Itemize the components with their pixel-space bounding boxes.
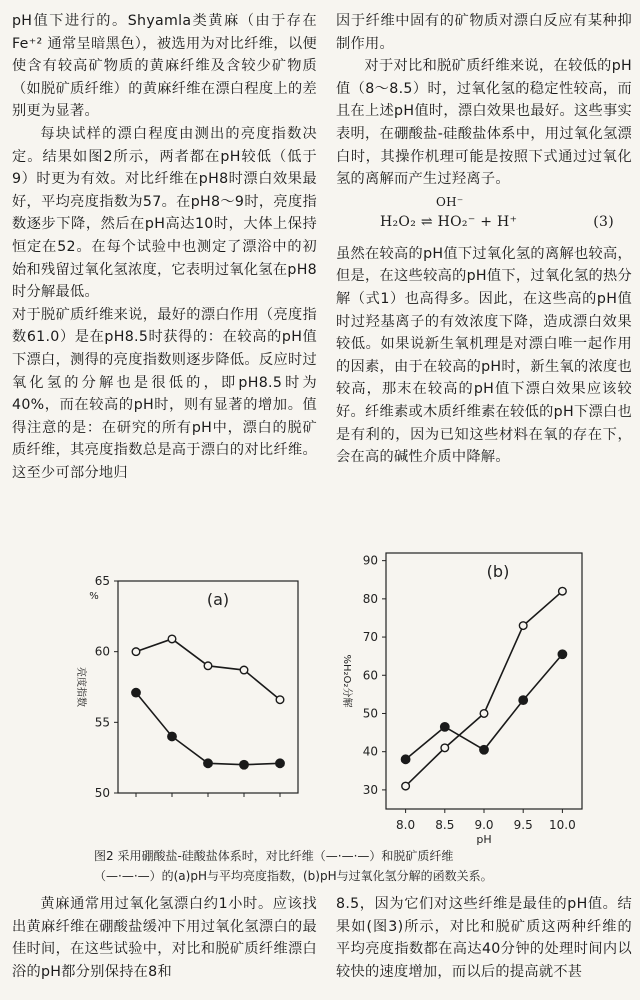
data-point xyxy=(132,688,140,696)
y-tick-label: 50 xyxy=(94,786,110,800)
y-tick-label: 55 xyxy=(94,715,110,730)
paragraph: 虽然在较高的pH值下过氧化氢的离解也较高，但是，在这些较高的pH值下，过氧化氢的热分解（式1）也高得多。因此，在这些高的pH值时过羟基离子的有效浓度下降，造成漂白效果较低。如果说新生氧机理是对漂白唯一起作用的因素，由于在较高的pH时，新生氧的浓度也较高，那末在较高的pH值下漂白效果应该较好。纤维素或木质纤维素在较低的pH下漂白也是有利的，因为已知这些材料在氧的存在下，会在高的碱性介质中降解。 xyxy=(336,245,632,466)
right-text-column xyxy=(336,10,632,469)
series-line xyxy=(406,591,563,786)
y-axis-unit: % xyxy=(89,591,99,602)
y-tick-label: 80 xyxy=(362,591,378,606)
x-tick-label: 9.5 xyxy=(513,818,533,832)
x-tick-label: 9.0 xyxy=(474,818,494,832)
y-tick-label: 70 xyxy=(362,630,378,645)
x-tick-label: 10.0 xyxy=(549,818,576,832)
left-text-column xyxy=(12,10,317,484)
bottom-right-column xyxy=(336,893,632,983)
y-tick-label: 50 xyxy=(362,706,378,721)
data-point xyxy=(204,662,212,670)
equation-body: H₂O₂ ⇌ HO₂⁻ + H⁺ xyxy=(380,213,518,230)
data-point xyxy=(480,710,488,718)
data-point xyxy=(480,746,488,754)
y-tick-label: 60 xyxy=(362,668,378,683)
x-axis-label: pH xyxy=(476,833,492,845)
equation-number: (3) xyxy=(593,213,614,230)
panel-label: (b) xyxy=(486,562,510,581)
y-tick-label: 60 xyxy=(94,644,110,659)
y-axis-label: 亮度指数 xyxy=(75,667,86,707)
data-point xyxy=(401,755,409,763)
series-line xyxy=(136,693,280,765)
y-tick-label: 40 xyxy=(362,744,378,759)
figure-caption-continued: （—·—·—）的(a)pH与平均亮度指数，(b)pH与过氧化氢分解的函数关系。 xyxy=(94,869,493,883)
chart-panel-b xyxy=(341,553,582,845)
data-point xyxy=(204,759,212,767)
data-point xyxy=(402,782,410,790)
paragraph: 每块试样的漂白程度由测出的亮度指数决定。结果如图2所示，两者都在pH较低（低于9）时更为有效。对比纤维在pH8时漂白效果最好，平均亮度指数为57。在pH8～9时，亮度指数逐步下降，然后在pH高达10时，大体上保持恒定在52。在每个试验中也测定了漂浴中的初始和残留过氧化氢浓度，它表明过氧化氢在pH8时分解最低。 xyxy=(12,125,317,301)
data-point xyxy=(276,696,284,704)
data-point xyxy=(276,759,284,767)
y-tick-label: 30 xyxy=(362,782,378,797)
chart-panel-a xyxy=(75,574,298,800)
series-line xyxy=(406,654,563,759)
figure-2 xyxy=(0,545,640,845)
plot-frame xyxy=(386,553,582,809)
x-tick-label: 8.5 xyxy=(435,818,455,832)
data-point xyxy=(132,648,140,656)
paragraph: 对于脱矿质纤维来说，最好的漂白作用（亮度指数61.0）是在pH8.5时获得的：在较高的pH值下漂白，测得的亮度指数则逐步降低。反应时过氧化氢的分解也是很低的，即pH8.5时为40%，而在较高的pH时，则有显著的增加。值得注意的是：在研究的所有pH中，漂白的脱矿质纤维，其亮度指数总是高于漂白的对比纤维。这至少可部分地归 xyxy=(12,306,317,481)
y-tick-label: 65 xyxy=(94,574,110,588)
data-point xyxy=(559,587,567,595)
paragraph: 黄麻通常用过氧化氢漂白约1小时。应该找出黄麻纤维在硼酸盐缓冲下用过氧化氢漂白的最佳时间，在这些试验中，对比和脱矿质纤维漂白浴的pH都分别保持在8和 xyxy=(12,896,317,980)
panel-label: (a) xyxy=(206,590,230,609)
paragraph: 因于纤维中固有的矿物质对漂白反应有某种抑制作用。 xyxy=(336,13,632,52)
y-tick-label: 90 xyxy=(362,553,378,568)
bottom-left-column xyxy=(12,893,317,983)
equation xyxy=(336,193,632,239)
data-point xyxy=(168,635,176,643)
paragraph: pH值下进行的。Shyamla类黄麻（由于存在Fe⁺² 通常呈暗黑色），被选用为对比纤维，以便使含有较高矿物质的黄麻纤维及含较少矿物质（如脱矿质纤维）的黄麻纤维在漂白程度上的差别更为显著。 xyxy=(12,13,317,120)
paragraph: 8.5，因为它们对这些纤维是最佳的pH值。结果如(图3)所示，对比和脱矿质这两种纤维的平均亮度指数都在高达40分钟的处理时间内以较快的速度增加，而以后的提高就不甚 xyxy=(336,896,632,980)
data-point xyxy=(519,622,527,630)
data-point xyxy=(240,666,248,674)
figure-caption: 图2 采用硼酸盐-硅酸盐体系时，对比纤维（—·—·—）和脱矿质纤维 xyxy=(94,849,454,863)
y-axis-label: %H₂O₂分解 xyxy=(341,654,352,708)
data-point xyxy=(558,650,566,658)
data-point xyxy=(519,696,527,704)
data-point xyxy=(168,732,176,740)
x-tick-label: 8.0 xyxy=(396,818,416,832)
data-point xyxy=(441,744,449,752)
data-point xyxy=(240,761,248,769)
data-point xyxy=(441,723,449,731)
equation-catalyst: OH⁻ xyxy=(436,194,464,209)
paragraph: 对于对比和脱矿质纤维来说，在较低的pH值（8～8.5）时，过氧化氢的稳定性较高，而且在上述pH值时，漂白效果也最好。这些事实表明，在硼酸盐-硅酸盐体系中，用过氧化氢漂白时，其操作机理可能是按照下式通过过氧化氢的离解而产生过羟离子。 xyxy=(336,58,632,188)
